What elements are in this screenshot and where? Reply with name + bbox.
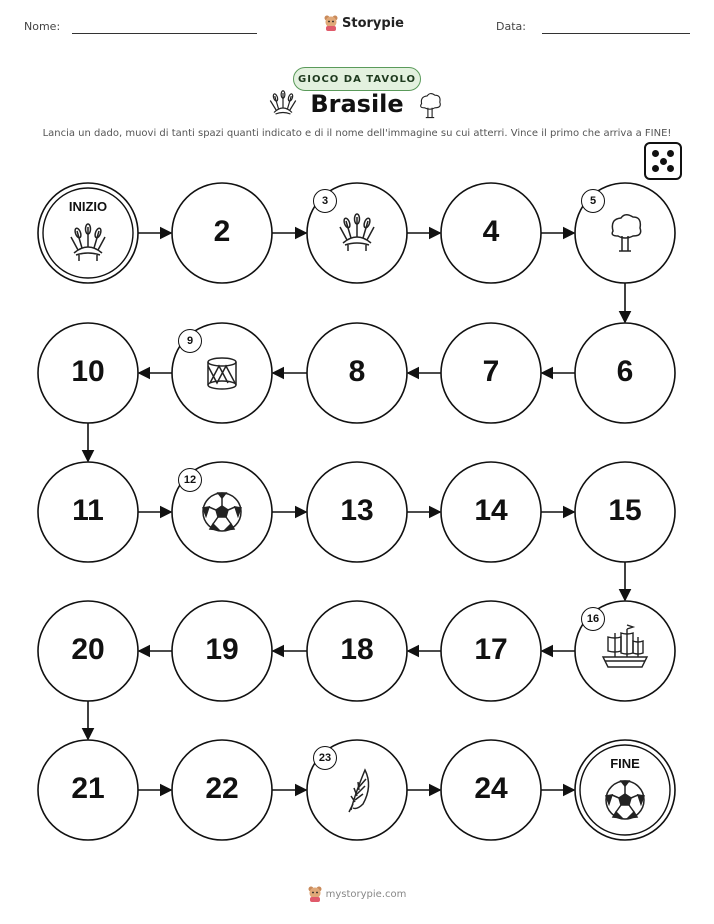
space-number-badge: 9 (178, 329, 202, 353)
footer-url: mystorypie.com (325, 888, 407, 900)
bear-mascot-icon (308, 886, 322, 902)
footer (0, 886, 714, 902)
space-number: 19 (205, 633, 239, 666)
space-number: 17 (474, 633, 508, 666)
instructions: Lancia un dado, muovi di tanti spazi quanti indicato e di il nome dell'immagine su cui atterri. Vince il primo che arriva a FINE! (42, 128, 672, 139)
space-number: 6 (616, 355, 634, 388)
space-number: 24 (474, 772, 508, 805)
finish-space (575, 740, 675, 840)
space-number-badge: 12 (178, 468, 202, 492)
space-number: 8 (348, 355, 366, 388)
start-label: INIZIO (68, 199, 108, 214)
date-label: Data: (496, 20, 526, 33)
space-number: 21 (71, 772, 105, 805)
name-label: Nome: (24, 20, 61, 33)
space-number: 2 (213, 215, 231, 248)
start-space (38, 183, 138, 283)
page-title: Brasile (310, 90, 404, 118)
space-number-badge: 3 (313, 189, 337, 213)
space-number: 14 (474, 494, 508, 527)
space-number-badge: 23 (313, 746, 337, 770)
space-number: 7 (482, 355, 500, 388)
space-number: 4 (482, 215, 500, 248)
brand-name: Storypie (342, 15, 404, 31)
game-type-badge: GIOCO DA TAVOLO (293, 67, 421, 91)
space-number: 11 (72, 494, 104, 527)
finish-label: FINE (610, 756, 640, 771)
space-number-badge: 5 (581, 189, 605, 213)
space-number: 20 (71, 633, 105, 666)
space-number-badge: 16 (581, 607, 605, 631)
space-number: 13 (340, 494, 374, 527)
space-number: 18 (340, 633, 374, 666)
space-number: 15 (608, 494, 642, 527)
space-number: 10 (71, 355, 105, 388)
space-number: 22 (205, 772, 239, 805)
